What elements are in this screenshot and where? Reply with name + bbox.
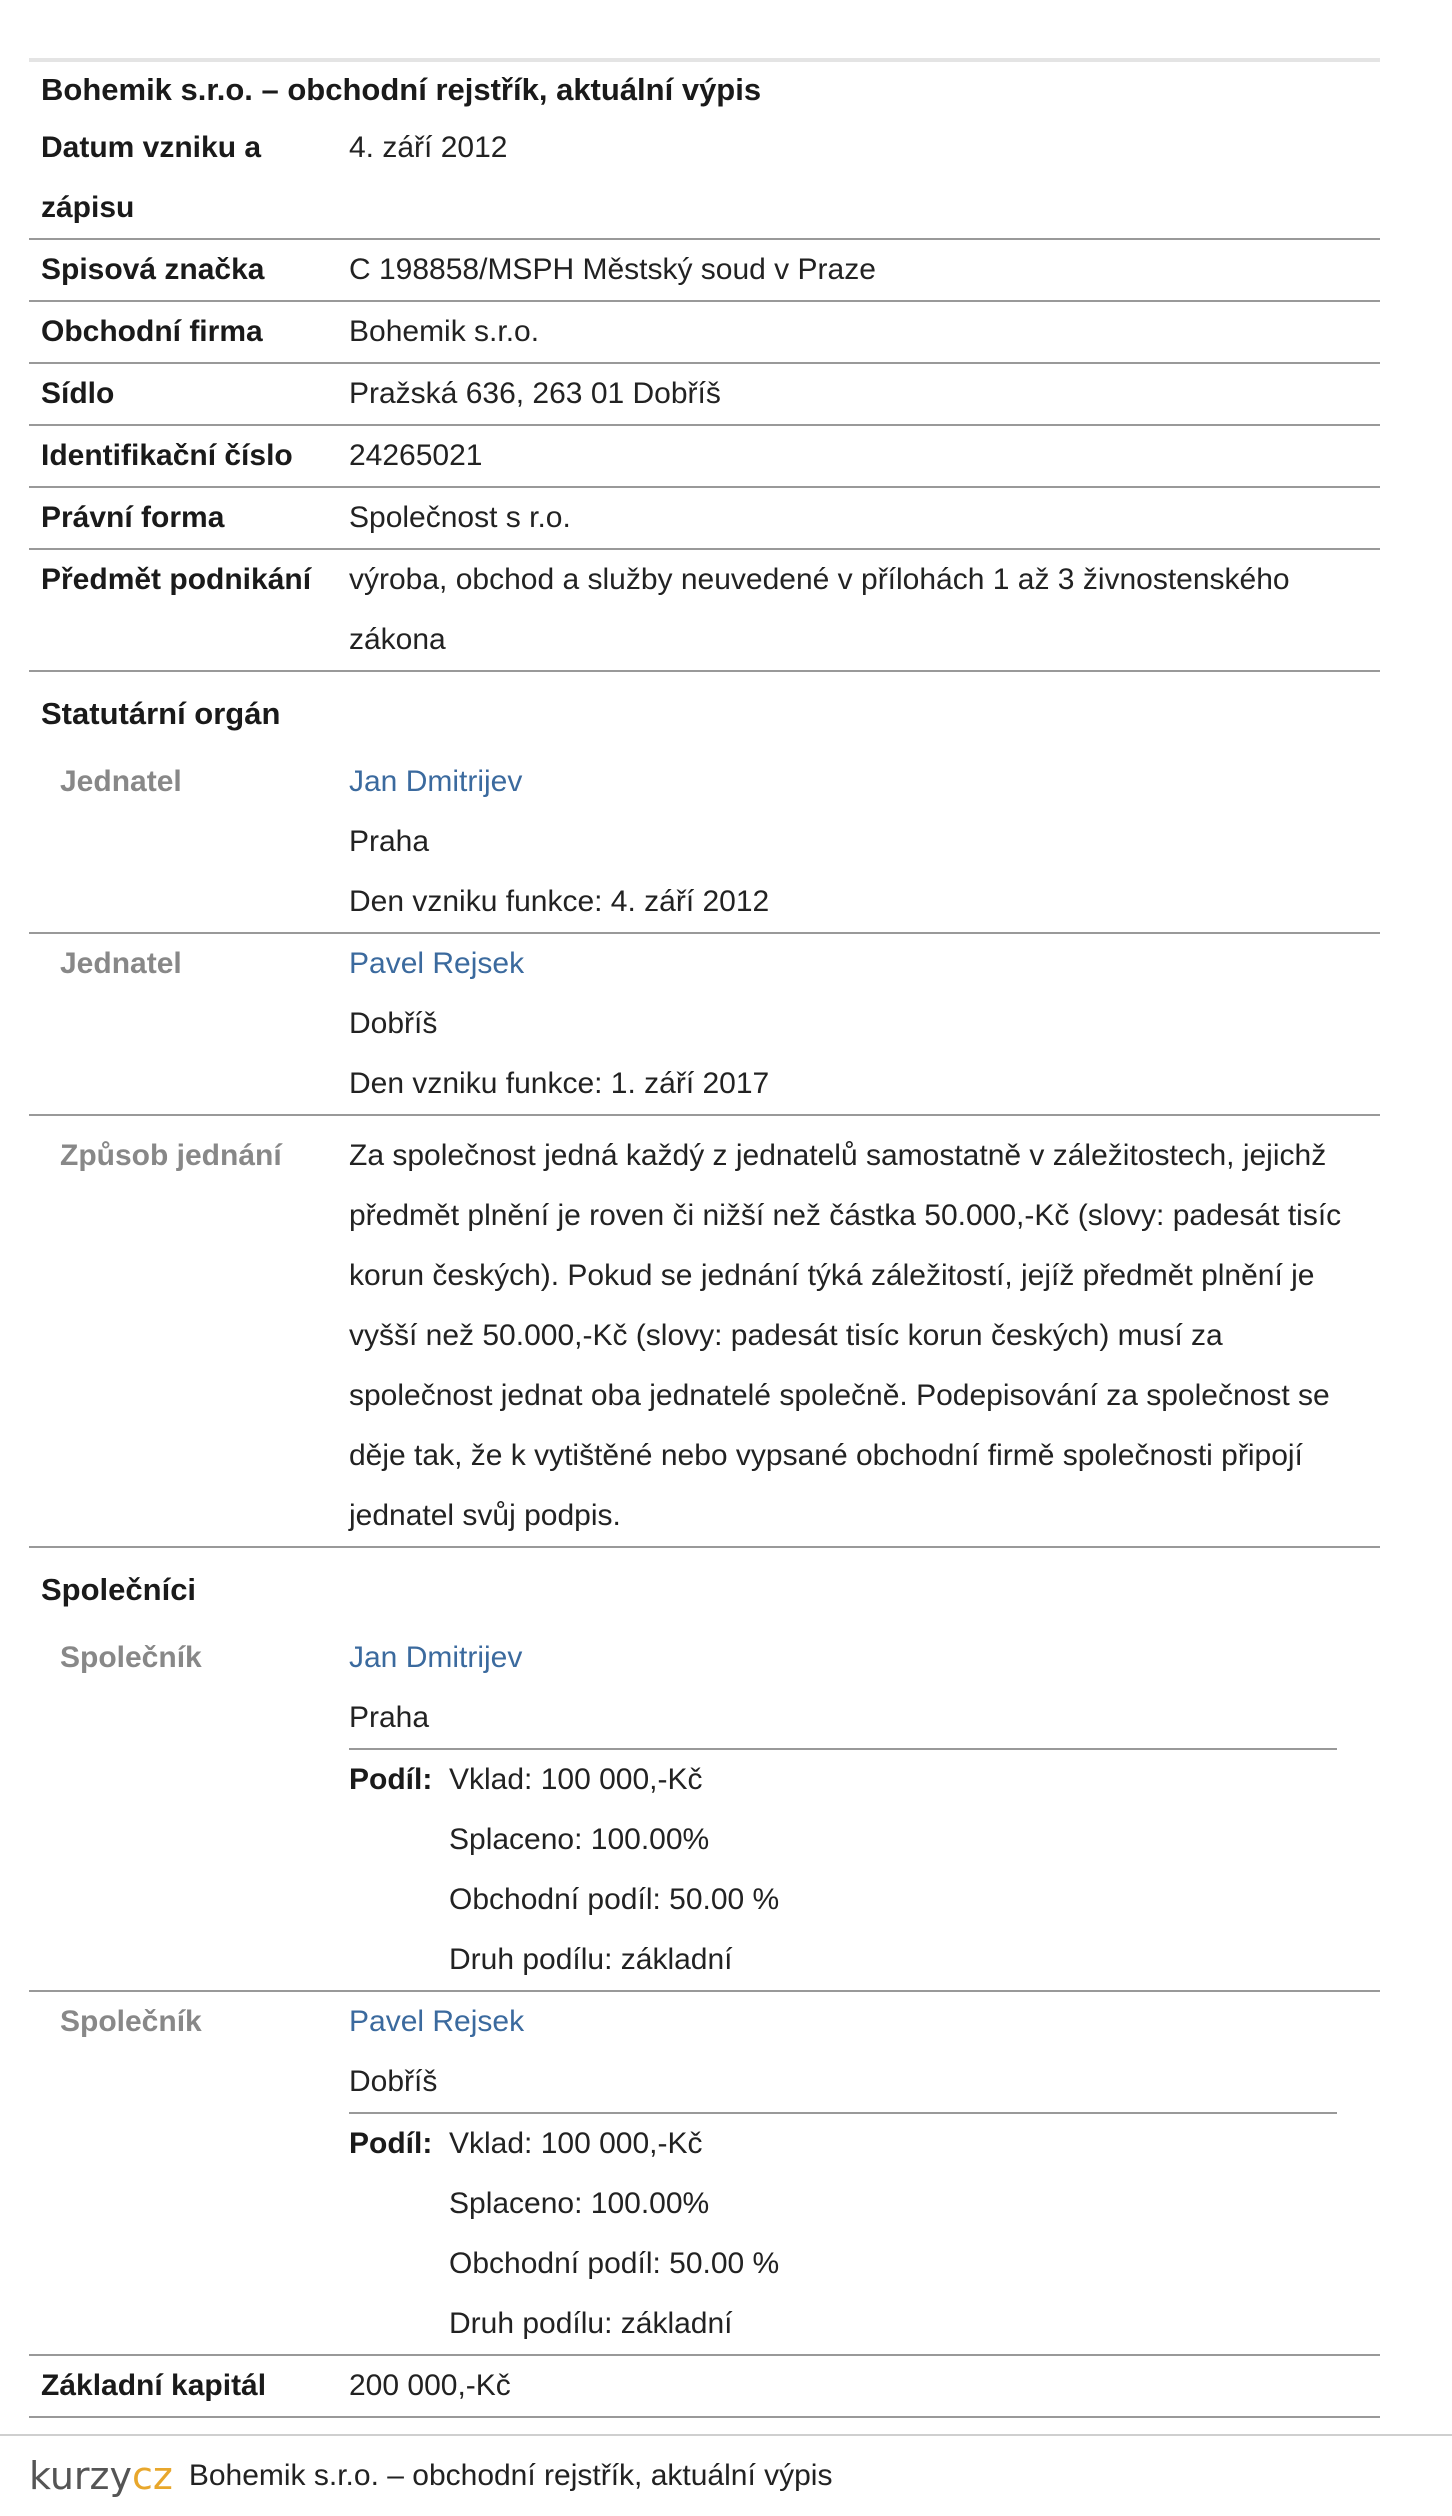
- partner: [29, 1628, 1380, 1992]
- row-value: 4. září 2012: [349, 131, 508, 164]
- partner-share: [349, 1750, 1380, 1990]
- row-label: Spisová značka: [41, 253, 265, 286]
- member-since: Den vzniku funkce: 1. září 2017: [349, 1067, 770, 1100]
- kurzy-logo[interactable]: kurzycz: [29, 2454, 173, 2498]
- row-value: C 198858/MSPH Městský soud v Praze: [349, 253, 876, 286]
- partner: [29, 1992, 1380, 2356]
- partner-details: [349, 1628, 1380, 1990]
- member-role: Jednatel: [60, 947, 182, 980]
- member-details: [349, 934, 1380, 1114]
- row-label: Sídlo: [41, 377, 115, 410]
- row-ico: [29, 426, 1380, 488]
- row-label: Předmět podnikání: [41, 563, 312, 596]
- row-value: Pražská 636, 263 01 Dobříš: [349, 377, 721, 410]
- row-value: 200 000,-Kč: [349, 2369, 511, 2402]
- partner-role: Společník: [60, 2005, 202, 2038]
- partner-role: Společník: [60, 1641, 202, 1674]
- row-label: Obchodní firma: [41, 315, 263, 348]
- share-values: Vklad: 100 000,-Kč Splaceno: 100.00% Obchodní podíl: 50.00 % Druh podílu: základní: [449, 1763, 780, 1976]
- partner-name-link[interactable]: Pavel Rejsek: [349, 2005, 525, 2038]
- row-label: Identifikační číslo: [41, 439, 293, 472]
- row-datum-vzniku: [29, 118, 1380, 240]
- row-obchodni-firma: [29, 302, 1380, 364]
- row-label: Právní forma: [41, 501, 225, 534]
- row-spisova-znacka: [29, 240, 1380, 302]
- row-sidlo: [29, 364, 1380, 426]
- member-name-link[interactable]: Jan Dmitrijev: [349, 765, 523, 798]
- row-label: Datum vzniku a zápisu: [41, 131, 262, 224]
- statutory-member: [29, 752, 1380, 934]
- row-value: výroba, obchod a služby neuvedené v přílohách 1 až 3 živnostenského zákona: [349, 563, 1290, 656]
- share-values: Vklad: 100 000,-Kč Splaceno: 100.00% Obchodní podíl: 50.00 % Druh podílu: základní: [449, 2127, 780, 2340]
- row-predmet-podnikani: [29, 550, 1380, 672]
- method-text: Za společnost jedná každý z jednatelů samostatně v záležitostech, jejichž předmět plnění je roven či nižší než částka 50.000,-Kč (slovy: padesát tisíc korun českých). Pokud se jednání týká záležitostí, jejíž předmět plnění je vyšší než 50.000,-Kč (slovy: padesát tisíc korun českých) musí za společnost jednat oba jednatelé společně. Podepisování za společnost se děje tak, že k vytištěné nebo vypsané obchodní firmě společnosti připojí jednatel svůj podpis.: [349, 1139, 1342, 1532]
- member-name-link[interactable]: Pavel Rejsek: [349, 947, 525, 980]
- footer-title: Bohemik s.r.o. – obchodní rejstřík, aktuální výpis: [188, 2459, 833, 2492]
- page-title: Bohemik s.r.o. – obchodní rejstřík, aktuální výpis: [41, 72, 762, 107]
- statutory-member: [29, 934, 1380, 1116]
- statutory-method: [29, 1116, 1380, 1548]
- member-role: Jednatel: [60, 765, 182, 798]
- section-title-statutory: Statutární orgán: [41, 696, 281, 731]
- register-extract: [29, 58, 1380, 2418]
- member-since: Den vzniku funkce: 4. září 2012: [349, 885, 770, 918]
- partner-name-link[interactable]: Jan Dmitrijev: [349, 1641, 523, 1674]
- section-title-partners: Společníci: [41, 1572, 197, 1607]
- member-city: Praha: [349, 825, 430, 858]
- method-label: Způsob jednání: [60, 1139, 282, 1172]
- partner-city: Praha: [349, 1701, 430, 1734]
- row-value: Bohemik s.r.o.: [349, 315, 540, 348]
- row-value: Společnost s r.o.: [349, 501, 571, 534]
- member-city: Dobříš: [349, 1007, 438, 1040]
- member-details: [349, 752, 1380, 932]
- footer: [0, 2434, 1452, 2516]
- share-label: Podíl:: [349, 2127, 433, 2160]
- partner-share: [349, 2114, 1380, 2354]
- row-label: Základní kapitál: [41, 2369, 267, 2402]
- row-pravni-forma: [29, 488, 1380, 550]
- partner-city: Dobříš: [349, 2065, 438, 2098]
- share-label: Podíl:: [349, 1763, 433, 1796]
- row-zakladni-kapital: [29, 2356, 1380, 2418]
- row-value: 24265021: [349, 439, 483, 472]
- partner-details: [349, 1992, 1380, 2354]
